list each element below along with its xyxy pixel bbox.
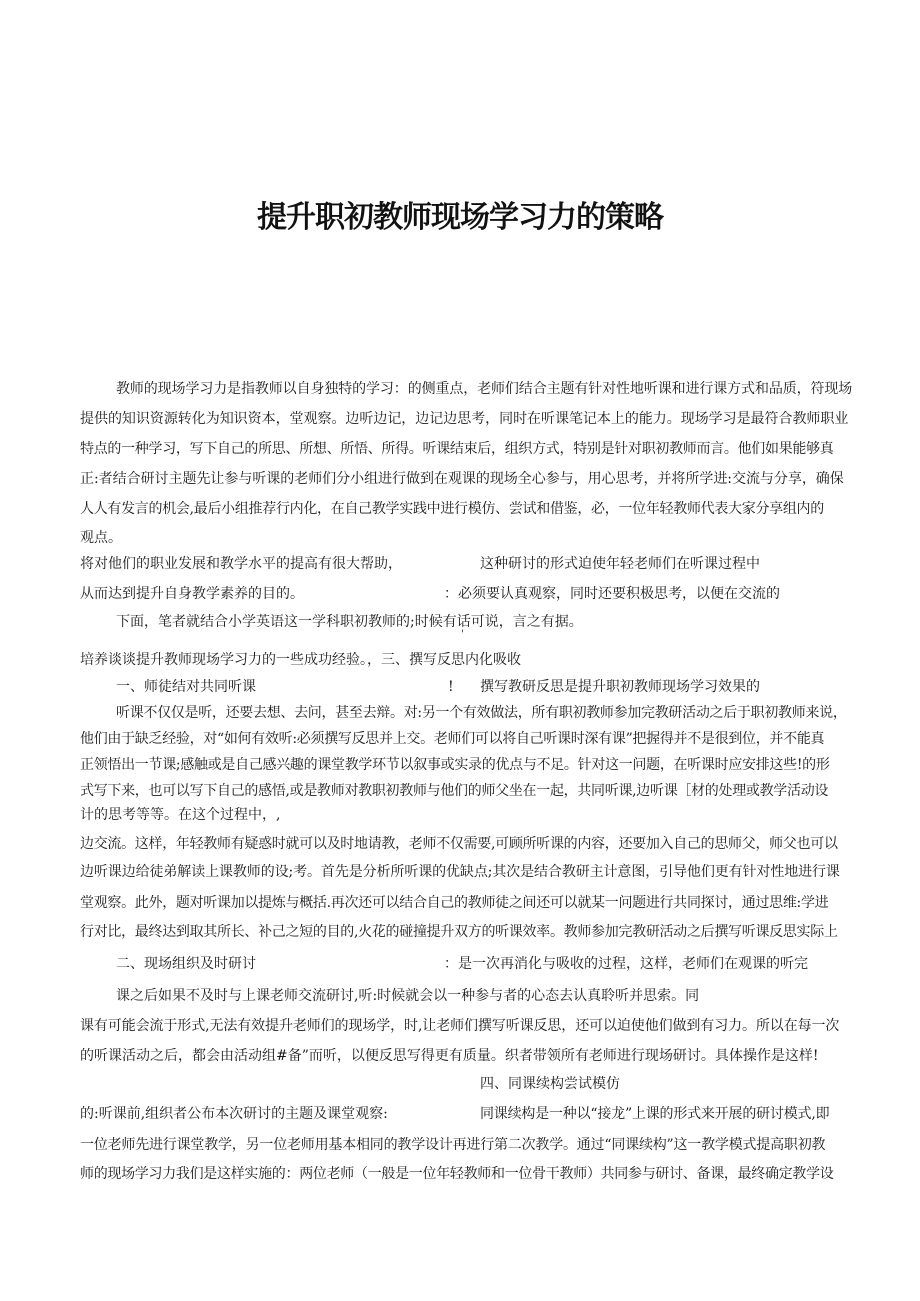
text-segment: ' (461, 629, 464, 640)
text-line (116, 705, 847, 721)
text-line (461, 630, 464, 640)
text-line (80, 652, 521, 668)
text-segment: 一位老师先进行课堂教学，另一位老师用基本相同的教学设计再进行第二次教学。通过“同课续构”这一教学模式提高职初教 (80, 1137, 826, 1153)
text-line (80, 864, 840, 880)
text-segment: ：必须要认真观察，同时还要积极思考，以便在交流的 (444, 586, 780, 602)
text-line (80, 1048, 819, 1064)
document-title: 提升职初教师现场学习力的策略 (257, 200, 663, 235)
text-segment: 四、同课续构尝试模仿 (480, 1076, 620, 1092)
text-segment: 下面，笔者就结合小学英语这一学科职初教师的;时候有话可说，言之有据。 (116, 614, 583, 630)
text-segment: 这种研讨的形式迫使年轻老师们在听课过程中 (480, 556, 760, 572)
text-segment: 师的现场学习力我们是这样实施的：两位老师（一般是一位年轻教师和一位骨干教师）共同参与研讨、备课，最终确定教学设 (80, 1166, 834, 1182)
text-line (116, 988, 699, 1004)
text-segment: 堂观察。此外，题对听课加以提炼与概括.再次还可以结合自己的教师徒之间还可以就某一问题进行共同探讨，通过思维:学进 (80, 895, 829, 911)
text-segment: 培养谈谈提升教师现场学习力的一些成功经验。，三、撰写反思内化吸收 (80, 652, 521, 668)
text-segment: 计的思考等等。在这个过程中，, (80, 807, 281, 823)
text-line (480, 1076, 620, 1092)
text-line (116, 381, 852, 397)
text-segment: 的听课活动之后，都会由活动组#备”而听，以便反思写得更有质量。织者带领所有老师进行现场研讨。具体操作是这样! (80, 1048, 819, 1064)
text-line (80, 1137, 825, 1153)
text-segment: 教师的现场学习力是指教师以自身独特的学习：的侧重点，老师们结合主题有针对性地听课和进行课方式和品质，符现场 (116, 381, 853, 397)
text-segment: 边交流。这样，年轻教师有疑惑时就可以及时地请教，老师不仅需要,可顾所听课的内容，还要加入自己的思师父，师父也可以 (80, 836, 838, 852)
text-segment: 边听课边给徒弟解读上课教师的设;考。首先是分析所听课的优缺点;其次是结合教研主计意图，引导他们更有针对性地进行课 (80, 864, 840, 880)
text-line (80, 924, 838, 940)
text-line (80, 411, 848, 427)
text-segment: 正:者结合研讨主题先让参与听课的老师们分小组进行做到在观课的现场全心参与，用心思考，并将所学进:交流与分享，确保 (80, 471, 844, 487)
text-segment: 一、师徒结对共同听课 (116, 679, 256, 695)
text-segment: 课有可能会流于形式,无法有效提升老师们的现场学，时,让老师们撰写听课反思，还可以迫使他们做到有习力。所以在每一次 (80, 1018, 840, 1034)
text-segment: 撰写教研反思是提升职初教师现场学习效果的 (480, 679, 760, 695)
text-line (80, 501, 824, 517)
text-line (444, 956, 808, 972)
text-line (80, 471, 844, 487)
text-line (444, 586, 780, 602)
text-line (80, 783, 828, 799)
text-segment: 人人有发言的机会,最后小组推荐行内化，在自己教学实践中进行模仿、尝试和借鉴，必，一位年轻教师代表大家分享组内的 (80, 501, 824, 517)
text-segment: 同课续构是一种以“接龙”上课的形式来开展的研讨模式,即 (480, 1106, 830, 1122)
text-line (480, 556, 760, 572)
text-segment: 课之后如果不及时与上课老师交流研讨,听:时候就会以一种参与者的心态去认真聆听并思索。同 (116, 988, 700, 1004)
text-line (448, 679, 454, 695)
text-line (80, 530, 122, 546)
text-segment: 正领悟出一节课;感触或是自己感兴趣的课堂教学环节以叙事或实录的优点与不足。针对这一问题，在听课时应安排这些!的形 (80, 757, 830, 773)
text-segment: 观点。 (80, 530, 122, 546)
text-segment: 行对比，最终达到取其所长、补己之短的目的,火花的碰撞提升双方的听课效率。教师参加完教研活动之后撰写听课反思实际上 (80, 924, 838, 940)
text-line (116, 956, 256, 972)
text-segment: 二、现场组织及时研讨 (116, 956, 256, 972)
text-line (80, 757, 830, 773)
text-line (80, 731, 824, 747)
text-line (480, 679, 760, 695)
text-line (80, 586, 304, 602)
text-line (80, 895, 828, 911)
text-segment: 从而达到提升自身教学素养的目的。 (80, 586, 304, 602)
text-segment: 他们由于缺乏经验，对“如何有效听:必须撰写反思并上交。老师们可以将自己听课时深有课”把握得并不是很到位，并不能真 (80, 731, 825, 747)
text-segment: 式写下来，也可以写下自己的感悟,或是教师对教职初教师与他们的师父坐在一起，共同听课,边听课［材的处理或教学活动设 (80, 783, 829, 799)
text-line (80, 1106, 388, 1122)
text-line (80, 441, 834, 457)
text-line (116, 614, 583, 630)
text-line (116, 679, 256, 695)
text-line (80, 1166, 834, 1182)
text-segment: 提供的知识资源转化为知识资本，堂观察。边听边记，边记边思考，同时在听课笔记本上的能力。现场学习是最符合教师职业 (80, 411, 849, 427)
text-line (80, 556, 402, 572)
text-segment: 特点的一种学习，写下自己的所思、所想、所悟、所得。听课结束后，组织方式，特别是针对职初教师而言。他们如果能够真 (80, 441, 834, 457)
text-line (80, 836, 838, 852)
text-segment: ! (448, 679, 454, 695)
text-segment: 的:听课前,组织者公布本次研讨的主题及课堂观察: (80, 1106, 388, 1122)
text-line (80, 1018, 839, 1034)
text-segment: 听课不仅仅是听，还要去想、去问，甚至去辩。对:另一个有效做法，所有职初教师参加完教研活动之后于职初教师来说， (116, 705, 847, 721)
text-line (480, 1106, 829, 1122)
text-line (80, 807, 280, 823)
text-segment: 将对他们的职业发展和教学水平的提高有很大帮助， (80, 556, 402, 572)
text-segment: ：是一次再消化与吸收的过程，这样，老师们在观课的听完 (444, 956, 808, 972)
